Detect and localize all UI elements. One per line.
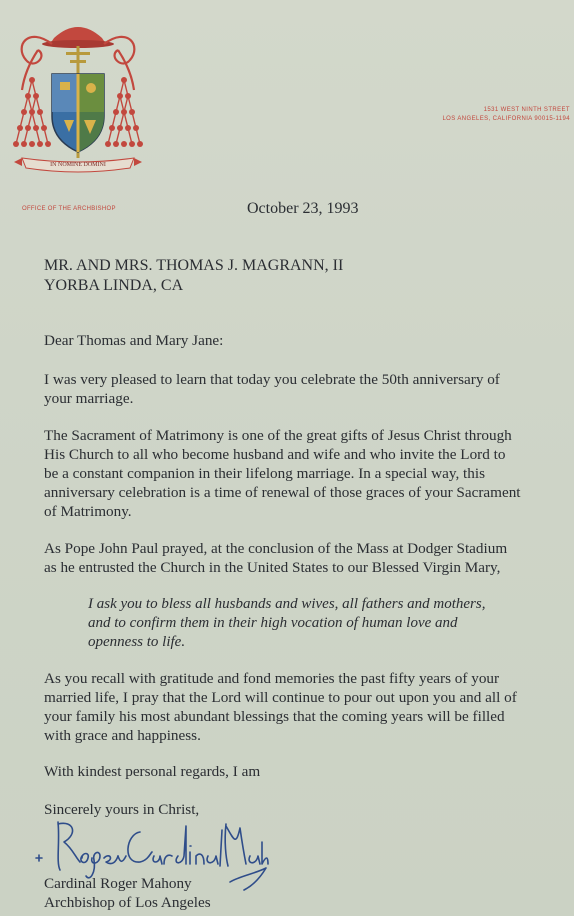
addressee-line1: MR. AND MRS. THOMAS J. MAGRANN, II bbox=[44, 257, 344, 274]
paragraph-line: be a constant companion in their lifelong marriage. In a special way, this bbox=[44, 465, 485, 482]
signer-block bbox=[44, 874, 211, 912]
letterhead-address-line1: 1531 WEST NINTH STREET bbox=[483, 107, 570, 113]
closing-line: Sincerely yours in Christ, bbox=[44, 801, 200, 818]
paragraph-line: your marriage. bbox=[44, 390, 134, 407]
paragraph-line: of Matrimony. bbox=[44, 503, 132, 520]
paragraph-line: married life, I pray that the Lord will continue to pour out upon you and all of bbox=[44, 689, 517, 706]
coat-of-arms-logo bbox=[8, 16, 148, 176]
regards-line: With kindest personal regards, I am bbox=[44, 763, 261, 780]
paragraph-line: I was very pleased to learn that today you celebrate the 50th anniversary of bbox=[44, 371, 500, 388]
quote-line: I ask you to bless all husbands and wives, all fathers and mothers, bbox=[88, 596, 486, 612]
paragraph-line: as he entrusted the Church in the United States to our Blessed Virgin Mary, bbox=[44, 559, 501, 576]
paragraph-4 bbox=[44, 669, 517, 745]
letterhead-address bbox=[442, 106, 570, 124]
paragraph-2 bbox=[44, 426, 521, 521]
paragraph-line: As you recall with gratitude and fond memories the past fifty years of your bbox=[44, 670, 500, 687]
paragraph-line: As Pope John Paul prayed, at the conclusion of the Mass at Dodger Stadium bbox=[44, 540, 508, 557]
signer-name: Cardinal Roger Mahony bbox=[44, 875, 192, 892]
addressee-block bbox=[44, 256, 343, 296]
office-label: OFFICE OF THE ARCHBISHOP bbox=[22, 206, 116, 212]
quote-line: and to confirm them in their high vocation of human love and bbox=[88, 615, 458, 631]
signer-title: Archbishop of Los Angeles bbox=[44, 894, 211, 911]
paragraph-1 bbox=[44, 370, 500, 408]
addressee-line2: YORBA LINDA, CA bbox=[44, 277, 184, 294]
papal-quote bbox=[88, 595, 486, 652]
paragraph-3 bbox=[44, 539, 507, 577]
paragraph-line: His Church to all who become husband and wife and who invite the Lord to bbox=[44, 446, 506, 463]
quote-line: openness to life. bbox=[88, 634, 186, 650]
crest-motto: IN NOMINE DOMINI bbox=[50, 162, 106, 168]
paragraph-line: with grace and happiness. bbox=[44, 727, 201, 744]
salutation: Dear Thomas and Mary Jane: bbox=[44, 332, 224, 349]
paragraph-line: The Sacrament of Matrimony is one of the great gifts of Jesus Christ through bbox=[44, 427, 512, 444]
paragraph-line: anniversary celebration is a time of renewal of those graces of your Sacrament bbox=[44, 484, 521, 501]
letter-date: October 23, 1993 bbox=[247, 200, 359, 217]
letterhead-address-line2: LOS ANGELES, CALIFORNIA 90015-1194 bbox=[442, 116, 570, 122]
paragraph-line: your family his most abundant blessings that the coming years will be filled bbox=[44, 708, 505, 725]
